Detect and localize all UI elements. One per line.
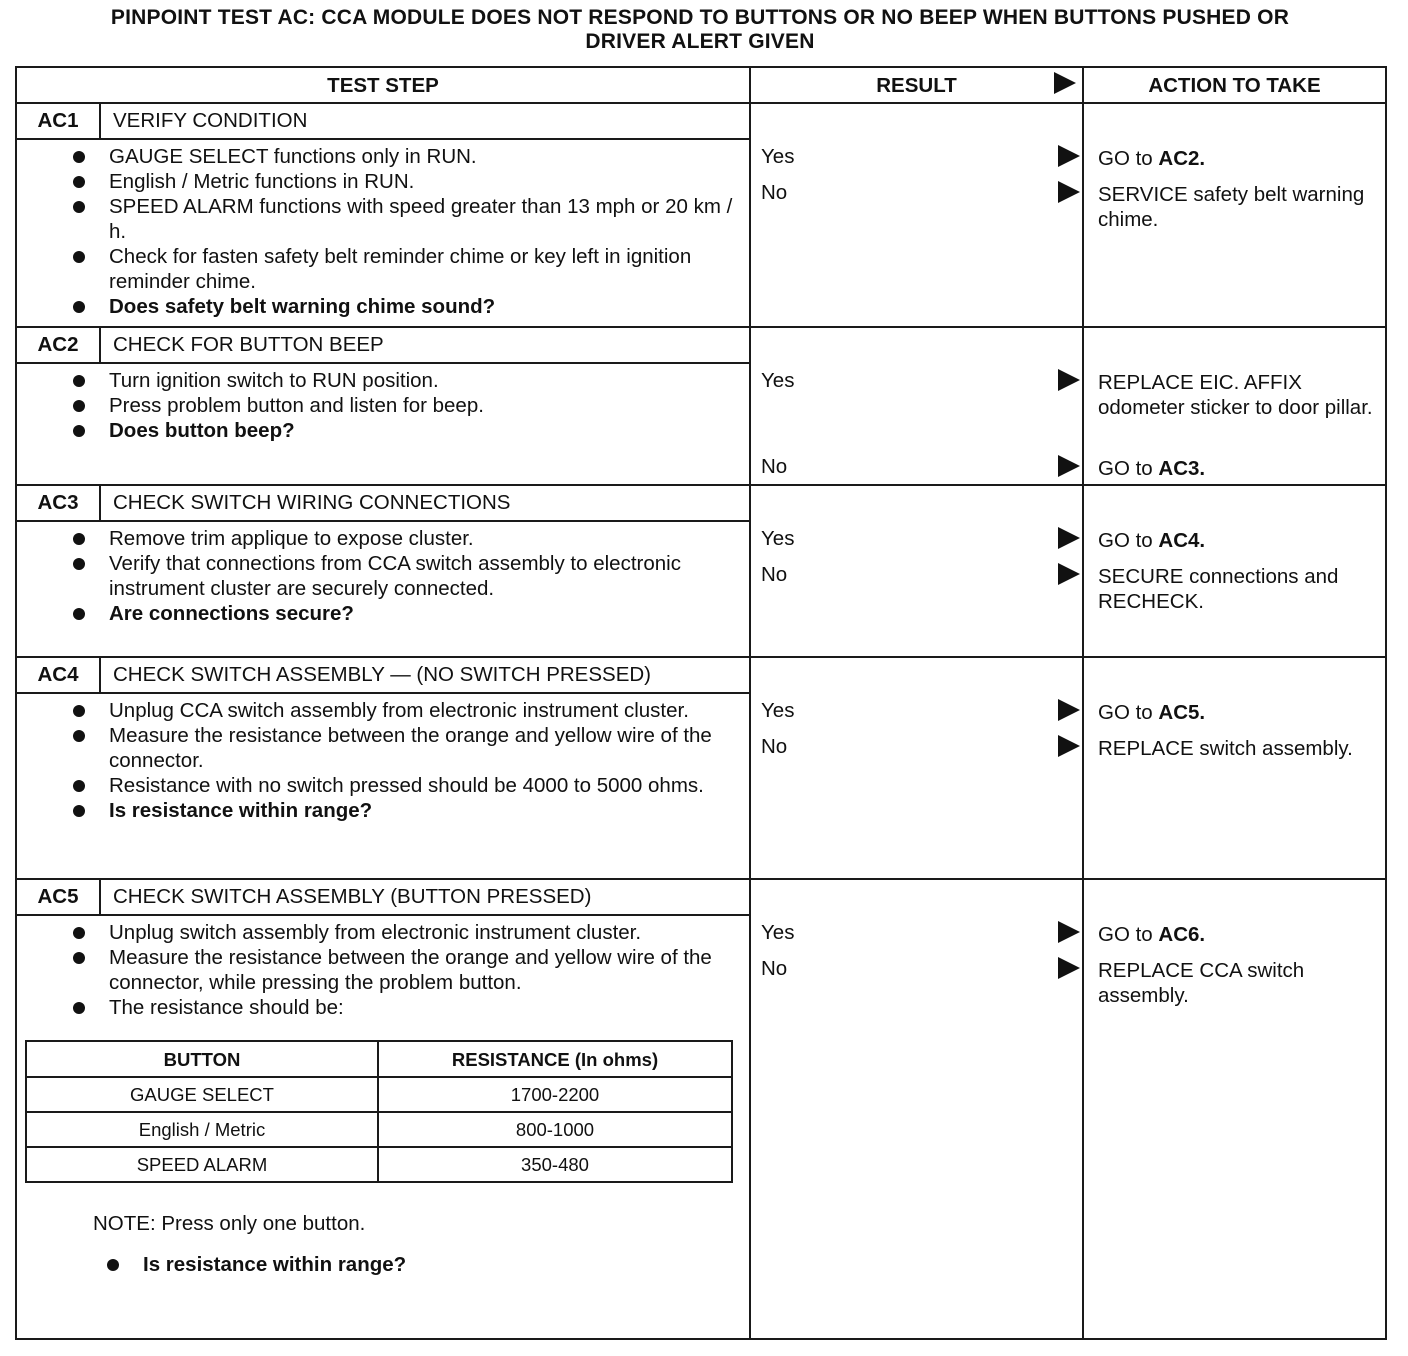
action-no: REPLACE CCA switch assembly. xyxy=(1098,959,1305,1007)
bullet-item: English / Metric functions in RUN. xyxy=(109,169,739,194)
result-label: No xyxy=(761,957,788,980)
header-result xyxy=(750,67,1083,103)
action-yes: GO to AC6. xyxy=(1098,923,1206,946)
arrow-right-icon xyxy=(1058,527,1080,549)
table-cell: 350-480 xyxy=(378,1147,732,1182)
arrow-right-icon xyxy=(1058,957,1080,979)
table-cell: English / Metric xyxy=(26,1112,378,1147)
bullet-item: Turn ignition switch to RUN position. xyxy=(109,368,739,393)
test-step-cell xyxy=(16,327,750,485)
result-no xyxy=(761,454,1082,480)
result-cell xyxy=(750,327,1083,485)
column-header: RESISTANCE (In ohms) xyxy=(378,1041,732,1077)
arrow-right-icon xyxy=(1058,735,1080,757)
header-row xyxy=(16,67,1386,103)
action-cell xyxy=(1083,657,1386,879)
action-cell xyxy=(1083,103,1386,327)
header-action: ACTION TO TAKE xyxy=(1083,67,1386,103)
arrow-right-icon xyxy=(1054,72,1076,94)
step-row-ac2 xyxy=(16,327,1386,485)
column-header: BUTTON xyxy=(26,1041,378,1077)
step-header xyxy=(17,486,749,522)
table-cell: 800-1000 xyxy=(378,1112,732,1147)
table-row xyxy=(26,1077,732,1112)
action-yes: GO to AC2. xyxy=(1098,147,1206,170)
result-cell xyxy=(750,103,1083,327)
step-title: CHECK SWITCH ASSEMBLY — (NO SWITCH PRESSED) xyxy=(113,663,652,686)
step-bullets xyxy=(17,694,749,829)
header-test-step: TEST STEP xyxy=(16,67,750,103)
action-cell xyxy=(1083,327,1386,485)
result-label: Yes xyxy=(761,369,795,392)
step-bullets xyxy=(17,522,749,632)
step-id: AC3 xyxy=(17,486,101,520)
step-id: AC5 xyxy=(17,880,101,914)
bullet-item: Remove trim applique to expose cluster. xyxy=(109,526,739,551)
action-cell xyxy=(1083,485,1386,657)
step-row-ac3 xyxy=(16,485,1386,657)
action-yes: REPLACE EIC. AFFIX odometer sticker to door pillar. xyxy=(1098,371,1373,419)
arrow-right-icon xyxy=(1058,369,1080,391)
step-id: AC4 xyxy=(17,658,101,692)
arrow-right-icon xyxy=(1058,699,1080,721)
step-header xyxy=(17,104,749,140)
step-header xyxy=(17,880,749,916)
test-step-cell xyxy=(16,879,750,1339)
bullet-item: Unplug CCA switch assembly from electronic instrument cluster. xyxy=(109,698,739,723)
result-cell xyxy=(750,485,1083,657)
result-label: No xyxy=(761,735,788,758)
result-label: Yes xyxy=(761,699,795,722)
title-line-2: DRIVER ALERT GIVEN xyxy=(585,30,815,53)
test-step-cell xyxy=(16,657,750,879)
result-label: No xyxy=(761,181,788,204)
resistance-header-row xyxy=(26,1041,732,1077)
step-title: CHECK SWITCH ASSEMBLY (BUTTON PRESSED) xyxy=(113,885,592,908)
bullet-item: Resistance with no switch pressed should be 4000 to 5000 ohms. xyxy=(109,773,739,798)
step-row-ac5 xyxy=(16,879,1386,1339)
pinpoint-test-table xyxy=(15,66,1387,1340)
result-label: Yes xyxy=(761,921,795,944)
step-header xyxy=(17,328,749,364)
bullet-item: Measure the resistance between the orange and yellow wire of the connector, while pressing the problem button. xyxy=(109,945,739,995)
test-step-cell xyxy=(16,485,750,657)
action-cell xyxy=(1083,879,1386,1339)
table-row xyxy=(26,1147,732,1182)
action-no: SERVICE safety belt warning chime. xyxy=(1098,183,1365,231)
bullet-item: Unplug switch assembly from electronic instrument cluster. xyxy=(109,920,739,945)
step-row-ac1 xyxy=(16,103,1386,327)
resistance-table xyxy=(25,1040,733,1183)
result-yes xyxy=(761,920,1082,946)
step-id: AC1 xyxy=(17,104,101,138)
result-no xyxy=(761,562,1082,588)
table-row xyxy=(26,1112,732,1147)
arrow-right-icon xyxy=(1058,145,1080,167)
bullet-item: GAUGE SELECT functions only in RUN. xyxy=(109,144,739,169)
result-yes xyxy=(761,144,1082,170)
step-title: VERIFY CONDITION xyxy=(113,109,308,132)
header-result-label: RESULT xyxy=(876,73,957,97)
result-no xyxy=(761,956,1082,982)
result-label: No xyxy=(761,563,788,586)
result-label: Yes xyxy=(761,145,795,168)
bullet-item: Verify that connections from CCA switch assembly to electronic instrument cluster are securely connected. xyxy=(109,551,739,601)
result-label: No xyxy=(761,455,788,478)
arrow-right-icon xyxy=(1058,563,1080,585)
bullet-item: Check for fasten safety belt reminder chime or key left in ignition reminder chime. xyxy=(109,244,739,294)
note-text: NOTE: Press only one button. xyxy=(93,1212,366,1235)
result-cell xyxy=(750,657,1083,879)
arrow-right-icon xyxy=(1058,921,1080,943)
step-question: Does button beep? xyxy=(109,418,739,443)
arrow-right-icon xyxy=(1058,455,1080,477)
table-cell: GAUGE SELECT xyxy=(26,1077,378,1112)
bullet-item: The resistance should be: xyxy=(109,995,739,1020)
table-cell: 1700-2200 xyxy=(378,1077,732,1112)
action-no: SECURE connections and RECHECK. xyxy=(1098,565,1339,613)
arrow-right-icon xyxy=(1058,181,1080,203)
step-bullets xyxy=(17,364,749,449)
step-title: CHECK SWITCH WIRING CONNECTIONS xyxy=(113,491,511,514)
result-label: Yes xyxy=(761,527,795,550)
step-bullets xyxy=(17,140,749,325)
step-row-ac4 xyxy=(16,657,1386,879)
result-no xyxy=(761,734,1082,760)
step-question: Does safety belt warning chime sound? xyxy=(109,294,739,319)
step-title: CHECK FOR BUTTON BEEP xyxy=(113,333,384,356)
result-yes xyxy=(761,526,1082,552)
result-yes xyxy=(761,368,1082,394)
step-id: AC2 xyxy=(17,328,101,362)
step-bullets xyxy=(17,916,749,1026)
bullet-item: SPEED ALARM functions with speed greater than 13 mph or 20 km / h. xyxy=(109,194,739,244)
test-step-cell xyxy=(16,103,750,327)
table-cell: SPEED ALARM xyxy=(26,1147,378,1182)
step-question: Is resistance within range? xyxy=(109,798,739,823)
action-yes: GO to AC5. xyxy=(1098,701,1206,724)
step-header xyxy=(17,658,749,694)
action-no: REPLACE switch assembly. xyxy=(1098,737,1353,760)
step-question: Is resistance within range? xyxy=(143,1252,749,1277)
step-question: Are connections secure? xyxy=(109,601,739,626)
action-yes: GO to AC4. xyxy=(1098,529,1206,552)
page-title xyxy=(16,6,1384,54)
result-yes xyxy=(761,698,1082,724)
result-cell xyxy=(750,879,1083,1339)
action-no: GO to AC3. xyxy=(1098,457,1206,480)
bullet-item: Measure the resistance between the orange and yellow wire of the connector. xyxy=(109,723,739,773)
title-line-1: PINPOINT TEST AC: CCA MODULE DOES NOT RESPOND TO BUTTONS OR NO BEEP WHEN BUTTONS PUSHED OR xyxy=(110,6,1290,29)
bullet-item: Press problem button and listen for beep. xyxy=(109,393,739,418)
result-no xyxy=(761,180,1082,206)
